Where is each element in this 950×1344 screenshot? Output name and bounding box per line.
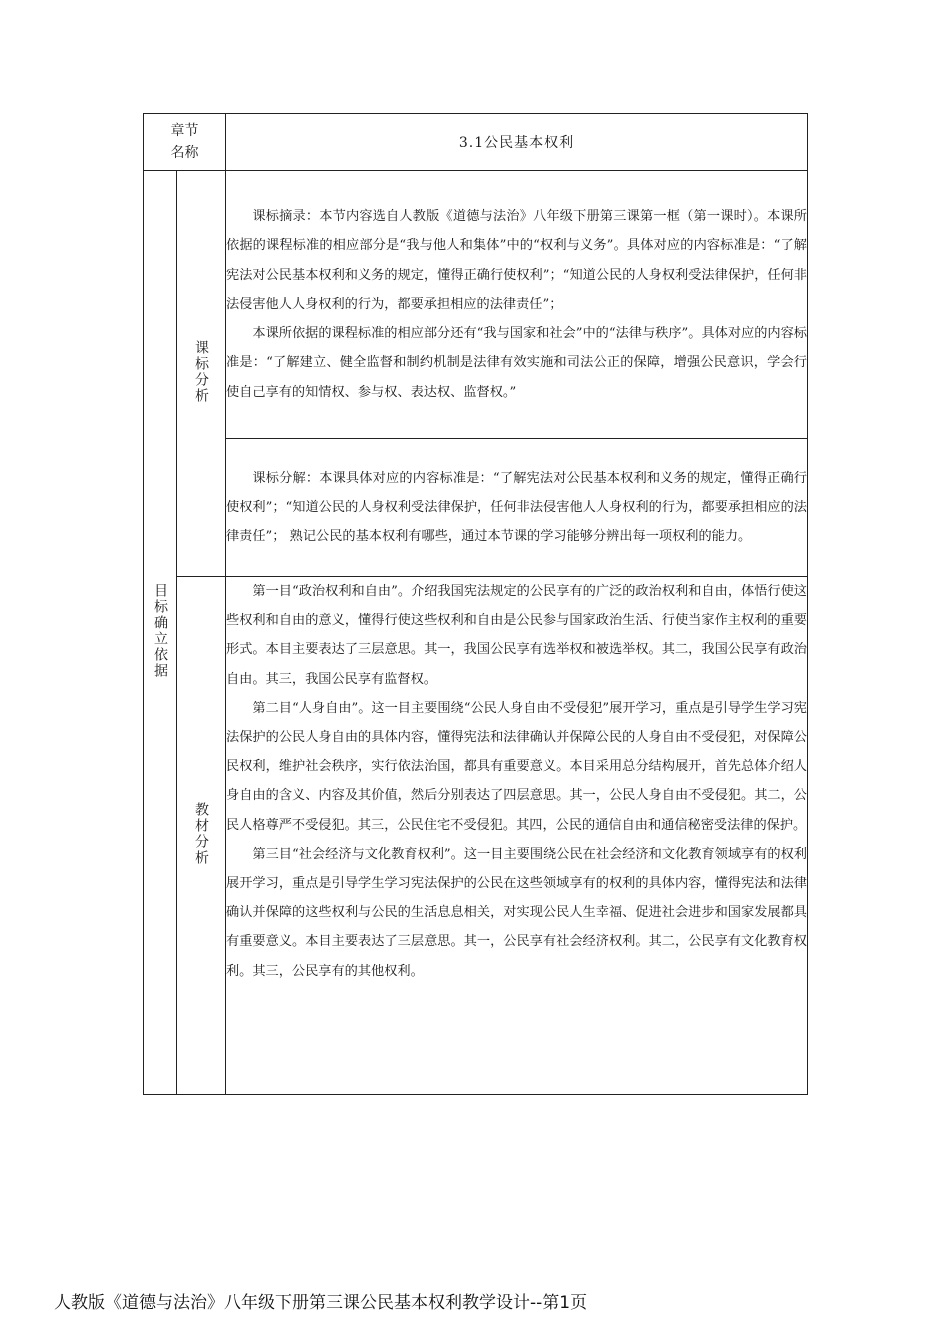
standard-excerpt-paragraph: 本课所依据的课程标准的相应部分还有“我与国家和社会”中的“法律与秩序”。具体对应的内容标准是：“了解建立、健全监督和制约机制是法律有效实施和司法公正的保障，增强公民意识，学会行使自己享有的知情权、参与权、表达权、监督权。” (226, 326, 807, 400)
basis-label-cell (144, 171, 177, 1095)
textbook-analysis-paragraph: 第一目“政治权利和自由”。介绍我国宪法规定的公民享有的广泛的政治权利和自由，体悟行使这些权利和自由的意义，懂得行使这些权利和自由是公民参与国家政治生活、行使当家作主权利的重要形式。本目主要表达了三层意思。其一，我国公民享有选举权和被选举权。其二，我国公民享有政治自由。其三，我国公民享有监督权。 (226, 584, 807, 687)
textbook-analysis-label: 教材分析 (193, 801, 209, 866)
standard-excerpt-row (144, 171, 808, 439)
standard-excerpt-paragraph: 课标摘录：本节内容选自人教版《道德与法治》八年级下册第三课第一框（第一课时）。本课所依据的课程标准的相应部分是“我与他人和集体”中的“权利与义务”。具体对应的内容标准是：“了解宪法对公民基本权利和义务的规定，懂得正确行使权利”；“知道公民的人身权利受法律保护，任何非法侵害他人人身权利的行为，都要承担相应的法律责任”； (226, 209, 807, 312)
chapter-title: 3.1公民基本权利 (458, 135, 575, 151)
textbook-analysis-row (144, 577, 808, 1095)
standard-breakdown-cell (226, 439, 808, 577)
chapter-label: 章节名称 (170, 123, 199, 161)
chapter-row (144, 114, 808, 171)
textbook-analysis-cell (226, 577, 808, 1095)
basis-label: 目标确立依据 (152, 582, 168, 679)
standard-breakdown-row (144, 439, 808, 577)
chapter-label-cell (144, 114, 226, 171)
standard-breakdown-paragraph: 课标分解：本课具体对应的内容标准是：“了解宪法对公民基本权利和义务的规定，懂得正确行使权利”；“知道公民的人身权利受法律保护，任何非法侵害他人人身权利的行为，都要承担相应的法律责任”； 熟记公民的基本权利有哪些，通过本节课的学习能够分辨出每一项权利的能力。 (226, 470, 807, 545)
textbook-analysis-label-cell (177, 577, 226, 1095)
standard-analysis-label: 课标分析 (193, 339, 209, 404)
textbook-analysis-paragraph: 第二目“人身自由”。这一目主要围绕“公民人身自由不受侵犯”展开学习，重点是引导学生学习宪法保护的公民人身自由的具体内容，懂得宪法和法律确认并保障公民的人身自由不受侵犯，对保障公民权利，维护社会秩序，实行依法治国，都具有重要意义。本目采用总分结构展开，首先总体介绍人身自由的含义、内容及其价值，然后分别表达了四层意思。其一，公民人身自由不受侵犯。其二，公民人格尊严不受侵犯。其三，公民住宅不受侵犯。其四，公民的通信自由和通信秘密受法律的保护。 (226, 700, 807, 833)
page-footer: 人教版《道德与法治》八年级下册第三课公民基本权利教学设计--第1页 (54, 1293, 588, 1313)
chapter-title-cell (226, 114, 808, 171)
textbook-analysis-paragraph: 第三目“社会经济与文化教育权利”。这一目主要围绕公民在社会经济和文化教育领域享有的权利展开学习，重点是引导学生学习宪法保护的公民在这些领域享有的权利的具体内容，懂得宪法和法律确认并保障的这些权利与公民的生活息息相关，对实现公民人生幸福、促进社会进步和国家发展都具有重要意义。本目主要表达了三层意思。其一，公民享有社会经济权利。其二，公民享有文化教育权利。其三，公民享有的其他权利。 (226, 846, 807, 979)
standard-analysis-label-cell (177, 171, 226, 577)
lesson-plan-table (143, 113, 808, 1095)
standard-excerpt-cell (226, 171, 808, 439)
